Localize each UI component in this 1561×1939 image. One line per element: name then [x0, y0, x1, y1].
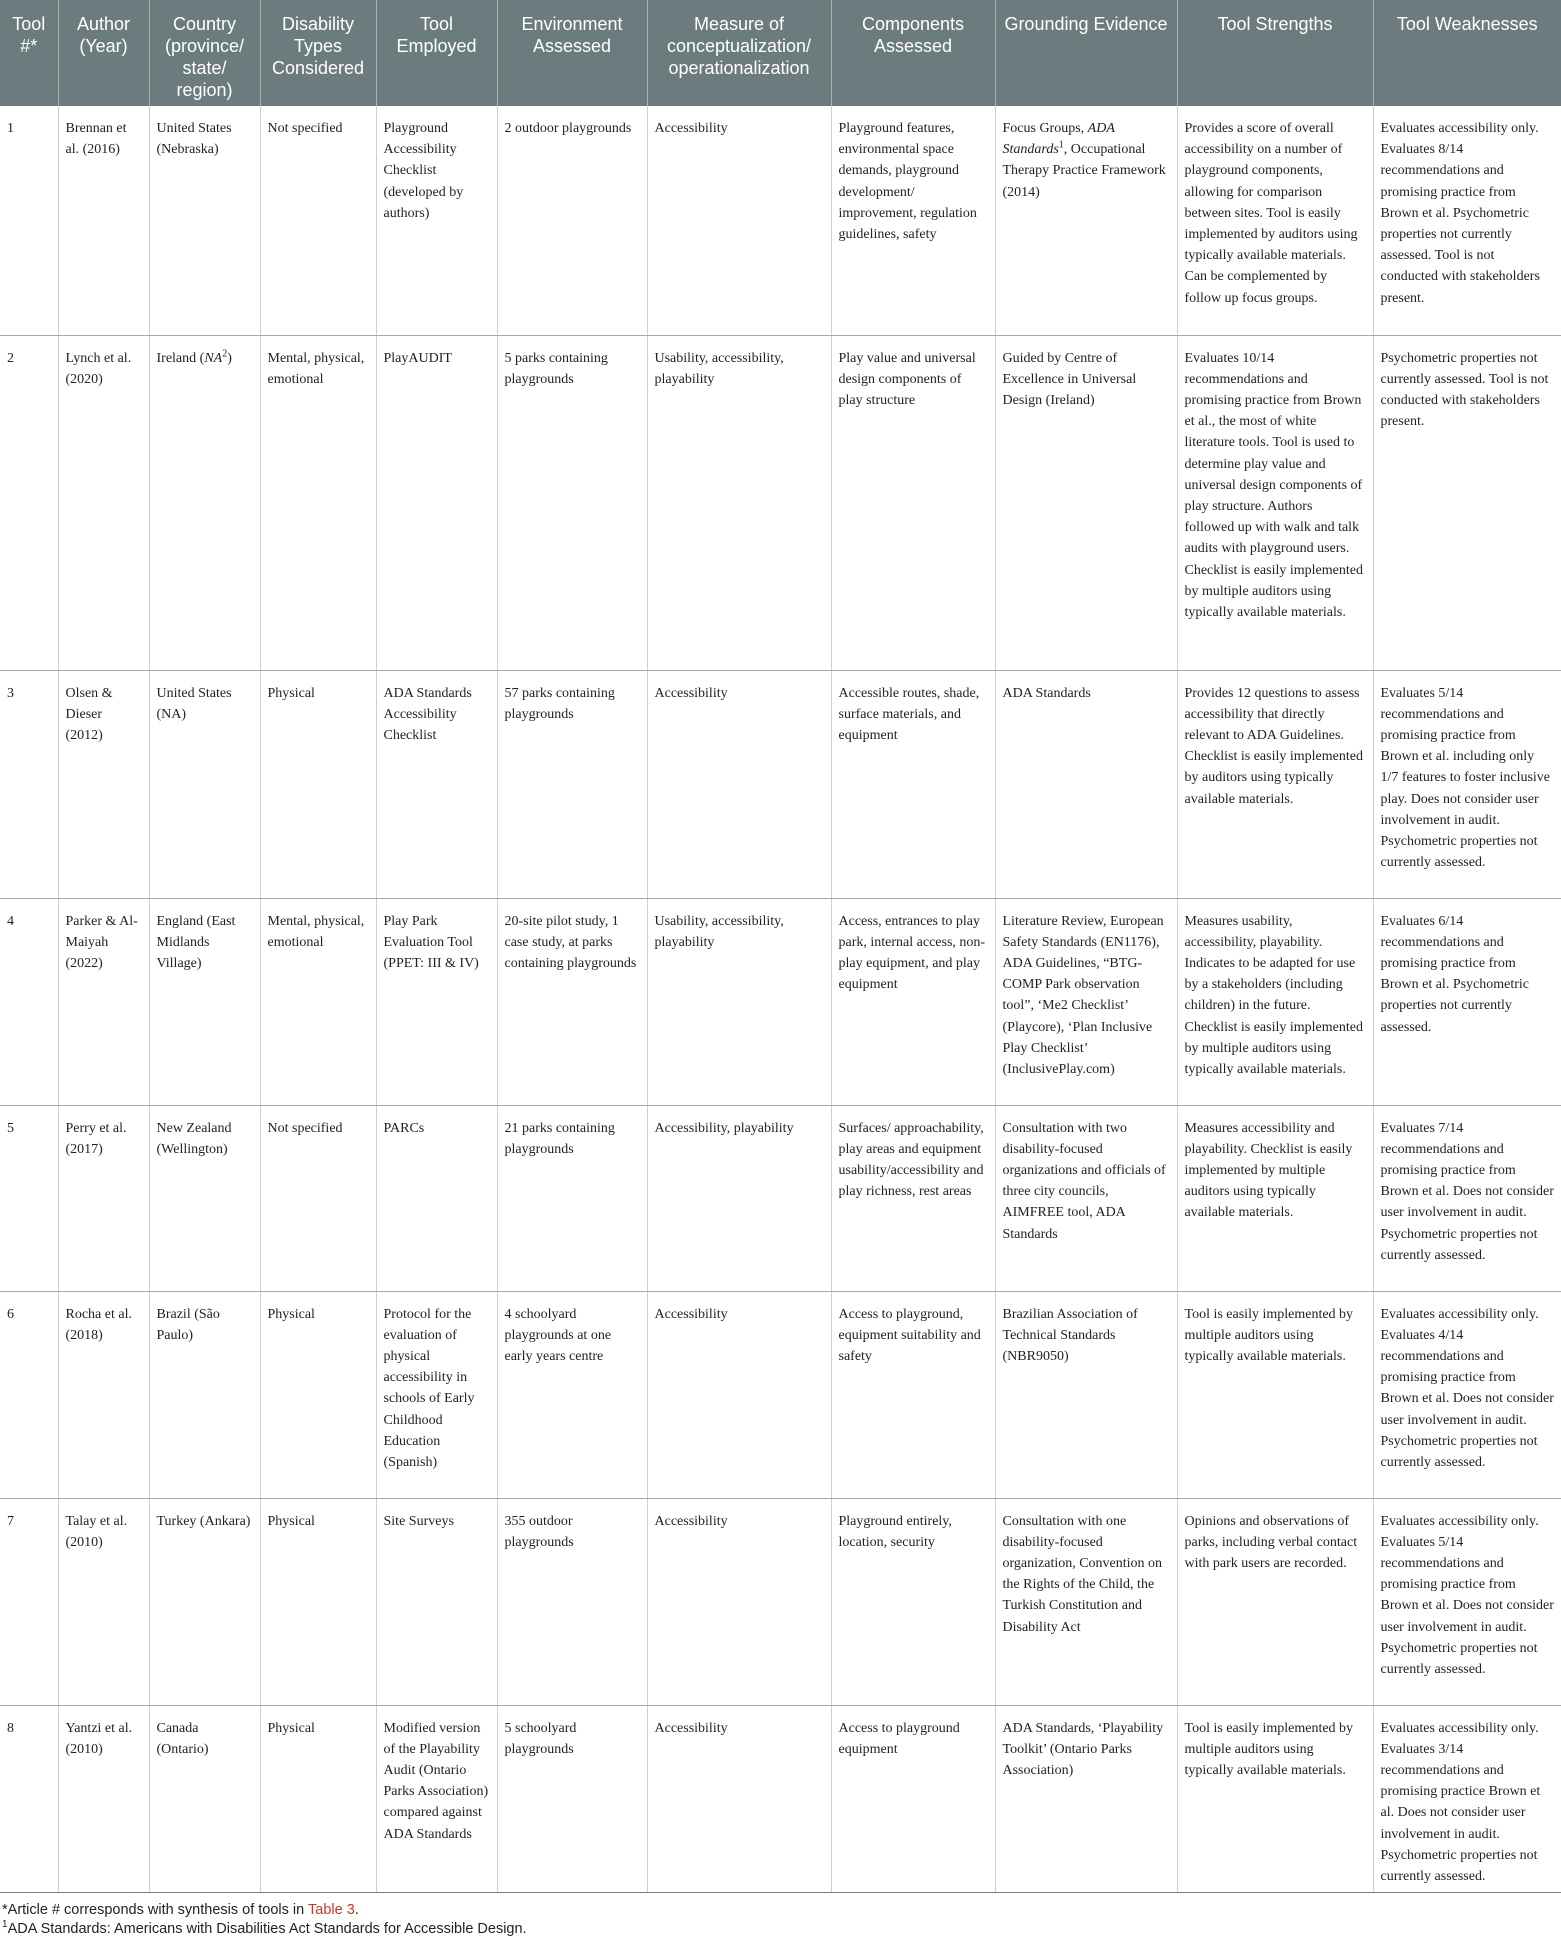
header-tool-weaknesses: Tool Weaknesses: [1373, 0, 1561, 106]
cell-grounding: ADA Standards, ‘Playability Toolkit’ (Ontario Parks Association): [995, 1705, 1177, 1892]
cell-disability: Physical: [260, 670, 376, 898]
cell-disability: Physical: [260, 1291, 376, 1498]
grounding-italic: ADA Standards: [1002, 121, 1115, 158]
cell-disability: Not specified: [260, 1105, 376, 1291]
cell-disability: Physical: [260, 1498, 376, 1705]
cell-environment: 2 outdoor playgrounds: [497, 106, 647, 335]
cell-weaknesses: Evaluates 5/14 recommendations and promising practice from Brown et al. including only 1/7 features to foster inclusive play. Does not consider user involvement in audit. Psychometric properties not currently assessed.: [1373, 670, 1561, 898]
cell-components: Playground features, environmental space demands, playground development/ improvement, regulation guidelines, safety: [831, 106, 995, 335]
cell-components: Surfaces/ approachability, play areas and equipment usability/accessibility and play richness, rest areas: [831, 1105, 995, 1291]
table-row: [0, 1105, 1561, 1291]
cell-tool-number: 8: [0, 1705, 58, 1892]
table-3-link[interactable]: Table 3: [308, 1901, 355, 1918]
cell-strengths: Tool is easily implemented by multiple auditors using typically available materials.: [1177, 1291, 1373, 1498]
cell-disability: Not specified: [260, 106, 376, 335]
cell-tool-number: 6: [0, 1291, 58, 1498]
footnote-marker: 1: [1058, 139, 1064, 151]
cell-strengths: Provides a score of overall accessibility on a number of playground components, allowing for comparison between sites. Tool is easily implemented by auditors using typically available materials. Can be complemented by follow up focus groups.: [1177, 106, 1373, 335]
cell-grounding: Brazilian Association of Technical Standards (NBR9050): [995, 1291, 1177, 1498]
footnote-marker: 2: [222, 347, 228, 359]
cell-author: Rocha et al. (2018): [58, 1291, 149, 1498]
footnote-marker: 1: [2, 1918, 8, 1930]
cell-grounding: Consultation with one disability-focused organization, Convention on the Rights of the Child, the Turkish Constitution and Disability Act: [995, 1498, 1177, 1705]
country-text: Ireland (: [156, 350, 205, 366]
grounding-text-rest: , Occupational Therapy Practice Framework (2014): [1002, 142, 1166, 200]
cell-author: Yantzi et al. (2010): [58, 1705, 149, 1892]
footnote-article: [2, 1901, 1561, 1920]
cell-measure: Accessibility, playability: [647, 1105, 831, 1291]
header-row: [0, 0, 1561, 106]
cell-tool-number: 7: [0, 1498, 58, 1705]
cell-tool-number: 3: [0, 670, 58, 898]
cell-tool-employed: PlayAUDIT: [376, 335, 497, 670]
cell-components: Play value and universal design components of play structure: [831, 335, 995, 670]
cell-tool-number: 2: [0, 335, 58, 670]
table-row: [0, 1291, 1561, 1498]
cell-grounding: Consultation with two disability-focused organizations and officials of three city councils, AIMFREE tool, ADA Standards: [995, 1105, 1177, 1291]
cell-tool-employed: Play Park Evaluation Tool (PPET: III & IV): [376, 898, 497, 1105]
table-row: [0, 898, 1561, 1105]
footnote-ada-text: ADA Standards: Americans with Disabilities Act Standards for Accessible Design.: [7, 1920, 527, 1937]
cell-weaknesses: Evaluates 7/14 recommendations and promising practice from Brown et al. Does not consider user involvement in audit. Psychometric properties not currently assessed.: [1373, 1105, 1561, 1291]
country-text-rest: ): [227, 350, 232, 366]
grounding-text: Focus Groups,: [1002, 121, 1085, 136]
cell-components: Access to playground, equipment suitability and safety: [831, 1291, 995, 1498]
cell-environment: 21 parks containing playgrounds: [497, 1105, 647, 1291]
cell-tool-employed: Modified version of the Playability Audit (Ontario Parks Association) compared against ADA Standards: [376, 1705, 497, 1892]
cell-strengths: Opinions and observations of parks, including verbal contact with park users are recorded.: [1177, 1498, 1373, 1705]
footnote-period: .: [354, 1901, 359, 1918]
cell-tool-employed: Protocol for the evaluation of physical accessibility in schools of Early Childhood Education (Spanish): [376, 1291, 497, 1498]
cell-grounding: Guided by Centre of Excellence in Universal Design (Ireland): [995, 335, 1177, 670]
cell-measure: Accessibility: [647, 1705, 831, 1892]
cell-country: England (East Midlands Village): [149, 898, 260, 1105]
cell-measure: Accessibility: [647, 1498, 831, 1705]
header-tool-strengths: Tool Strengths: [1177, 0, 1373, 106]
cell-weaknesses: Evaluates accessibility only. Evaluates 5/14 recommendations and promising practice from Brown et al. Does not consider user involvement in audit. Psychometric properties not currently assessed.: [1373, 1498, 1561, 1705]
cell-grounding: Literature Review, European Safety Standards (EN1176), ADA Guidelines, “BTG-COMP Park observation tool”, ‘Me2 Checklist’ (Playcore), ‘Plan Inclusive Play Checklist’ (InclusivePlay.com): [995, 898, 1177, 1105]
table-row: [0, 1498, 1561, 1705]
header-tool-employed: Tool Employed: [376, 0, 497, 106]
cell-environment: 355 outdoor playgrounds: [497, 1498, 647, 1705]
cell-tool-employed: PARCs: [376, 1105, 497, 1291]
cell-environment: 20-site pilot study, 1 case study, at parks containing playgrounds: [497, 898, 647, 1105]
cell-country: New Zealand (Wellington): [149, 1105, 260, 1291]
header-author-year: Author (Year): [58, 0, 149, 106]
cell-components: Accessible routes, shade, surface materials, and equipment: [831, 670, 995, 898]
cell-disability: Mental, physical, emotional: [260, 898, 376, 1105]
table-row: [0, 106, 1561, 335]
cell-components: Access to playground equipment: [831, 1705, 995, 1892]
cell-country: United States (NA): [149, 670, 260, 898]
cell-weaknesses: Evaluates 6/14 recommendations and promising practice from Brown et al. Psychometric properties not currently assessed.: [1373, 898, 1561, 1105]
cell-strengths: Measures usability, accessibility, playability. Indicates to be adapted for use by a stakeholders (including children) in the future. Checklist is easily implemented by multiple auditors using typically available materials.: [1177, 898, 1373, 1105]
cell-measure: Accessibility: [647, 670, 831, 898]
cell-measure: Usability, accessibility, playability: [647, 335, 831, 670]
header-disability-types: Disability Types Considered: [260, 0, 376, 106]
cell-tool-number: 5: [0, 1105, 58, 1291]
header-components: Components Assessed: [831, 0, 995, 106]
header-tool-number: Tool #*: [0, 0, 58, 106]
header-measure: Measure of conceptualization/ operationalization: [647, 0, 831, 106]
cell-tool-employed: ADA Standards Accessibility Checklist: [376, 670, 497, 898]
cell-author: Brennan et al. (2016): [58, 106, 149, 335]
cell-measure: Usability, accessibility, playability: [647, 898, 831, 1105]
cell-environment: 57 parks containing playgrounds: [497, 670, 647, 898]
cell-strengths: Provides 12 questions to assess accessibility that directly relevant to ADA Guidelines. Checklist is easily implemented by auditors using typically available materials.: [1177, 670, 1373, 898]
cell-weaknesses: Psychometric properties not currently assessed. Tool is not conducted with stakeholders present.: [1373, 335, 1561, 670]
table-footnotes: [0, 1893, 1561, 1939]
cell-strengths: Evaluates 10/14 recommendations and promising practice from Brown et al., the most of white literature tools. Tool is used to determine play value and universal design components of play structure. Authors followed up with walk and talk audits with playground users. Checklist is easily implemented by multiple auditors using typically available materials.: [1177, 335, 1373, 670]
cell-weaknesses: Evaluates accessibility only. Evaluates 8/14 recommendations and promising practice from Brown et al. Psychometric properties not currently assessed. Tool is not conducted with stakeholders present.: [1373, 106, 1561, 335]
cell-strengths: Tool is easily implemented by multiple auditors using typically available materials.: [1177, 1705, 1373, 1892]
cell-disability: Mental, physical, emotional: [260, 335, 376, 670]
cell-country: Canada (Ontario): [149, 1705, 260, 1892]
cell-environment: 4 schoolyard playgrounds at one early years centre: [497, 1291, 647, 1498]
cell-tool-number: 4: [0, 898, 58, 1105]
cell-strengths: Measures accessibility and playability. Checklist is easily implemented by multiple auditors using typically available materials.: [1177, 1105, 1373, 1291]
cell-measure: Accessibility: [647, 1291, 831, 1498]
header-country: Country (province/ state/ region): [149, 0, 260, 106]
cell-country: United States (Nebraska): [149, 106, 260, 335]
table-row: [0, 1705, 1561, 1892]
table-row: [0, 670, 1561, 898]
header-environment: Environment Assessed: [497, 0, 647, 106]
cell-environment: 5 schoolyard playgrounds: [497, 1705, 647, 1892]
cell-weaknesses: Evaluates accessibility only. Evaluates 4/14 recommendations and promising practice from Brown et al. Does not consider user involvement in audit. Psychometric properties not currently assessed.: [1373, 1291, 1561, 1498]
cell-author: Perry et al. (2017): [58, 1105, 149, 1291]
cell-country: [149, 335, 260, 670]
cell-disability: Physical: [260, 1705, 376, 1892]
cell-author: Parker & Al-Maiyah (2022): [58, 898, 149, 1105]
country-italic: NA: [204, 350, 223, 366]
header-grounding-evidence: Grounding Evidence: [995, 0, 1177, 106]
cell-country: Brazil (São Paulo): [149, 1291, 260, 1498]
cell-components: Access, entrances to play park, internal access, non-play equipment, and play equipment: [831, 898, 995, 1105]
cell-author: Talay et al. (2010): [58, 1498, 149, 1705]
cell-measure: Accessibility: [647, 106, 831, 335]
cell-environment: 5 parks containing playgrounds: [497, 335, 647, 670]
cell-tool-number: 1: [0, 106, 58, 335]
cell-tool-employed: Site Surveys: [376, 1498, 497, 1705]
cell-grounding: ADA Standards: [995, 670, 1177, 898]
cell-author: Lynch et al. (2020): [58, 335, 149, 670]
table-row: [0, 335, 1561, 670]
cell-tool-employed: Playground Accessibility Checklist (developed by authors): [376, 106, 497, 335]
cell-grounding: [995, 106, 1177, 335]
footnote-text: *Article # corresponds with synthesis of tools in: [2, 1901, 305, 1918]
cell-country: Turkey (Ankara): [149, 1498, 260, 1705]
cell-weaknesses: Evaluates accessibility only. Evaluates 3/14 recommendations and promising practice Brown et al. Does not consider user involvement in audit. Psychometric properties not currently assessed.: [1373, 1705, 1561, 1892]
cell-components: Playground entirely, location, security: [831, 1498, 995, 1705]
cell-author: Olsen & Dieser (2012): [58, 670, 149, 898]
footnote-ada: [2, 1920, 1561, 1939]
